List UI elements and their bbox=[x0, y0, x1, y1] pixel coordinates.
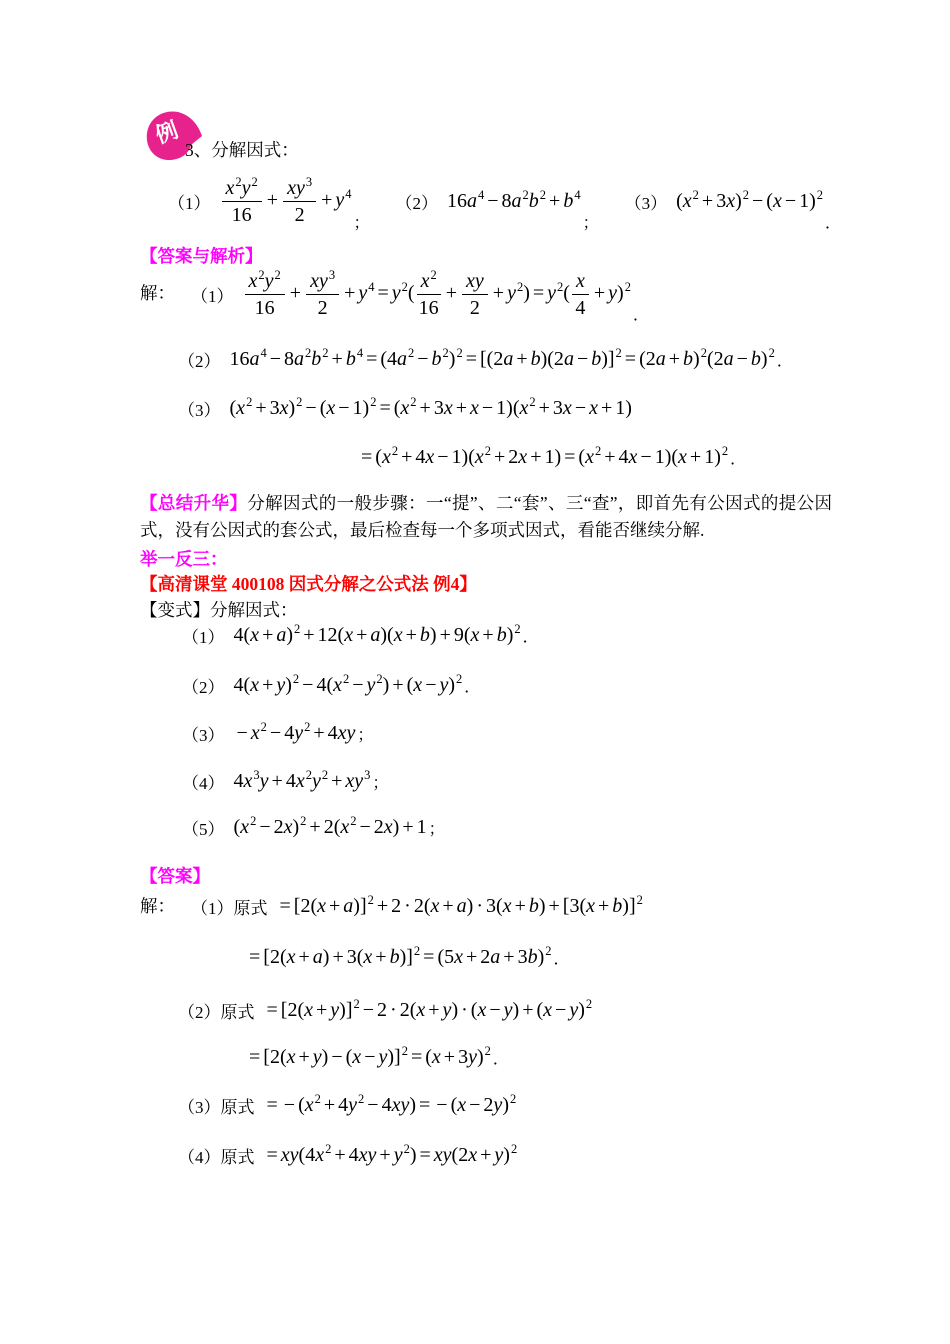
item-number: （3） bbox=[182, 726, 225, 745]
section-heading: 【答案】 bbox=[140, 866, 210, 886]
problem-formulas bbox=[168, 168, 841, 234]
drill-heading bbox=[140, 547, 228, 572]
item-number: （4） bbox=[182, 774, 225, 793]
item-number: （1） bbox=[182, 628, 225, 647]
item-number: （3）原式 bbox=[178, 1098, 255, 1117]
punctuation: ； bbox=[428, 821, 445, 838]
formula: $(x^2 + 3x)^2 - (x - 1)^2 = (x^2 + 3x + x - 1)(x^2 + 3x - x + 1)$ bbox=[229, 395, 632, 419]
item-number: （1） bbox=[168, 193, 211, 213]
example-badge-label: 例 bbox=[152, 117, 182, 149]
section-heading: 【答案与解析】 bbox=[140, 246, 263, 266]
variant-answer-1-line1 bbox=[140, 893, 643, 919]
variant-answer-3 bbox=[178, 1092, 516, 1118]
punctuation: ． bbox=[464, 679, 481, 696]
punctuation: ． bbox=[825, 215, 842, 232]
item-number: （2）原式 bbox=[178, 1003, 255, 1022]
variant-5 bbox=[182, 814, 445, 840]
formula: = − $(x^2 + 4y^2 - 4xy)$ = − $(x - 2y)^2$ bbox=[266, 1092, 517, 1116]
formula: − $x^2 - 4y^2 + 4xy$ bbox=[236, 720, 356, 744]
punctuation: ． bbox=[522, 629, 539, 646]
solution-1 bbox=[140, 262, 649, 326]
punctuation: ． bbox=[730, 451, 747, 468]
section-heading: 【高清课堂 400108 因式分解之公式法 例4】 bbox=[140, 574, 477, 594]
hd-course-heading bbox=[140, 572, 477, 597]
variant-answer-4 bbox=[178, 1142, 517, 1168]
item-number: （2） bbox=[182, 678, 225, 697]
answers-heading bbox=[140, 864, 210, 889]
punctuation: ； bbox=[372, 775, 389, 792]
formula: $4(x + a)^2 + 12(x + a)(x + b) + 9(x + b)^2$ bbox=[233, 622, 521, 646]
formula: $(x^2 - 2x)^2 + 2(x^2 - 2x) + 1$ bbox=[233, 814, 427, 838]
solution-3-line1 bbox=[178, 395, 632, 421]
punctuation: ； bbox=[582, 215, 599, 232]
item-number: （5） bbox=[182, 820, 225, 839]
punctuation: ． bbox=[776, 353, 793, 370]
punctuation: ． bbox=[632, 307, 649, 324]
formula: = $[2(x + y) - (x - y)]^2 = (x + 3y)^2$ bbox=[249, 1044, 491, 1068]
item-number: （2） bbox=[395, 193, 439, 213]
text-run: 分解因式的一般步骤：一“提”、二“套”、三“查”，即首先有公因式的提公因式，没有公因式的套公式，最后检查每一个多项式因式，看能否继续分解. bbox=[140, 493, 833, 540]
variant-1 bbox=[182, 622, 539, 648]
solution-3-line2 bbox=[358, 444, 746, 470]
text-run: 3、分解因式： bbox=[185, 140, 299, 160]
item-number: （3） bbox=[624, 193, 668, 213]
solve-label: 解： bbox=[140, 895, 175, 916]
formula: = $(x^2 + 4x - 1)(x^2 + 2x + 1) = (x^2 + 4x - 1)(x + 1)^2$ bbox=[361, 444, 729, 468]
text-run: 【变式】分解因式： bbox=[140, 600, 298, 620]
variant-2 bbox=[182, 672, 480, 698]
variant-intro bbox=[140, 598, 298, 623]
section-heading: 举一反三： bbox=[140, 549, 228, 569]
problem-intro bbox=[185, 138, 299, 163]
formula: $\frac{x^2y^2}{16}$ + $\frac{xy^3}{2}$ + $y^4$ bbox=[220, 177, 352, 226]
solution-2 bbox=[178, 346, 793, 372]
summary-paragraph bbox=[140, 491, 832, 545]
formula: $4(x + y)^2 - 4(x^2 - y^2) + (x - y)^2$ bbox=[233, 672, 463, 696]
variant-4 bbox=[182, 768, 388, 794]
variant-answer-1-line2 bbox=[246, 944, 570, 970]
formula: $16a^4 - 8a^2b^2 + b^4$ bbox=[447, 188, 581, 212]
formula: = $[2(x + a)]^2 + 2 \cdot 2(x + a) \cdot 3(x + b) + [3(x + b)]^2$ bbox=[279, 893, 643, 917]
formula: $4x^3y + 4x^2y^2 + xy^3$ bbox=[233, 768, 371, 792]
punctuation: ； bbox=[357, 727, 374, 744]
item-number: （3） bbox=[178, 401, 221, 420]
variant-answer-2-line1 bbox=[178, 997, 592, 1023]
section-heading: 【总结升华】 bbox=[140, 493, 248, 513]
solve-label: 解： bbox=[140, 283, 175, 304]
punctuation: ． bbox=[553, 951, 570, 968]
punctuation: ． bbox=[492, 1051, 509, 1068]
formula: = $xy(4x^2 + 4xy + y^2) = xy(2x + y)^2$ bbox=[266, 1142, 518, 1166]
punctuation: ； bbox=[353, 215, 370, 232]
item-number: （4）原式 bbox=[178, 1148, 255, 1167]
formula: $16a^4 - 8a^2b^2 + b^4 = (4a^2 - b^2)^2 = [(2a + b)(2a - b)]^2 = (2a + b)^2(2a - b)^2$ bbox=[229, 346, 775, 370]
item-number: （1）原式 bbox=[191, 899, 268, 918]
variant-answer-2-line2 bbox=[246, 1044, 509, 1070]
formula: = $[2(x + a) + 3(x + b)]^2 = (5x + 2a + 3b)^2$ bbox=[249, 944, 552, 968]
item-number: （2） bbox=[178, 352, 221, 371]
variant-3 bbox=[182, 720, 373, 746]
formula: = $[2(x + y)]^2 - 2 \cdot 2(x + y) \cdot (x - y) + (x - y)^2$ bbox=[266, 997, 593, 1021]
item-number: （1） bbox=[191, 286, 234, 306]
formula: $(x^2 + 3x)^2 - (x - 1)^2$ bbox=[676, 188, 824, 212]
formula: $\frac{x^2y^2}{16}$ + $\frac{xy^3}{2}$ + $y^4 = y^2$( $\frac{x^2}{16}$ + $\frac{xy}{2}$ + $y^2) = y^2$( $\frac{x}{4}$ + y)$^2$ bbox=[243, 270, 631, 319]
